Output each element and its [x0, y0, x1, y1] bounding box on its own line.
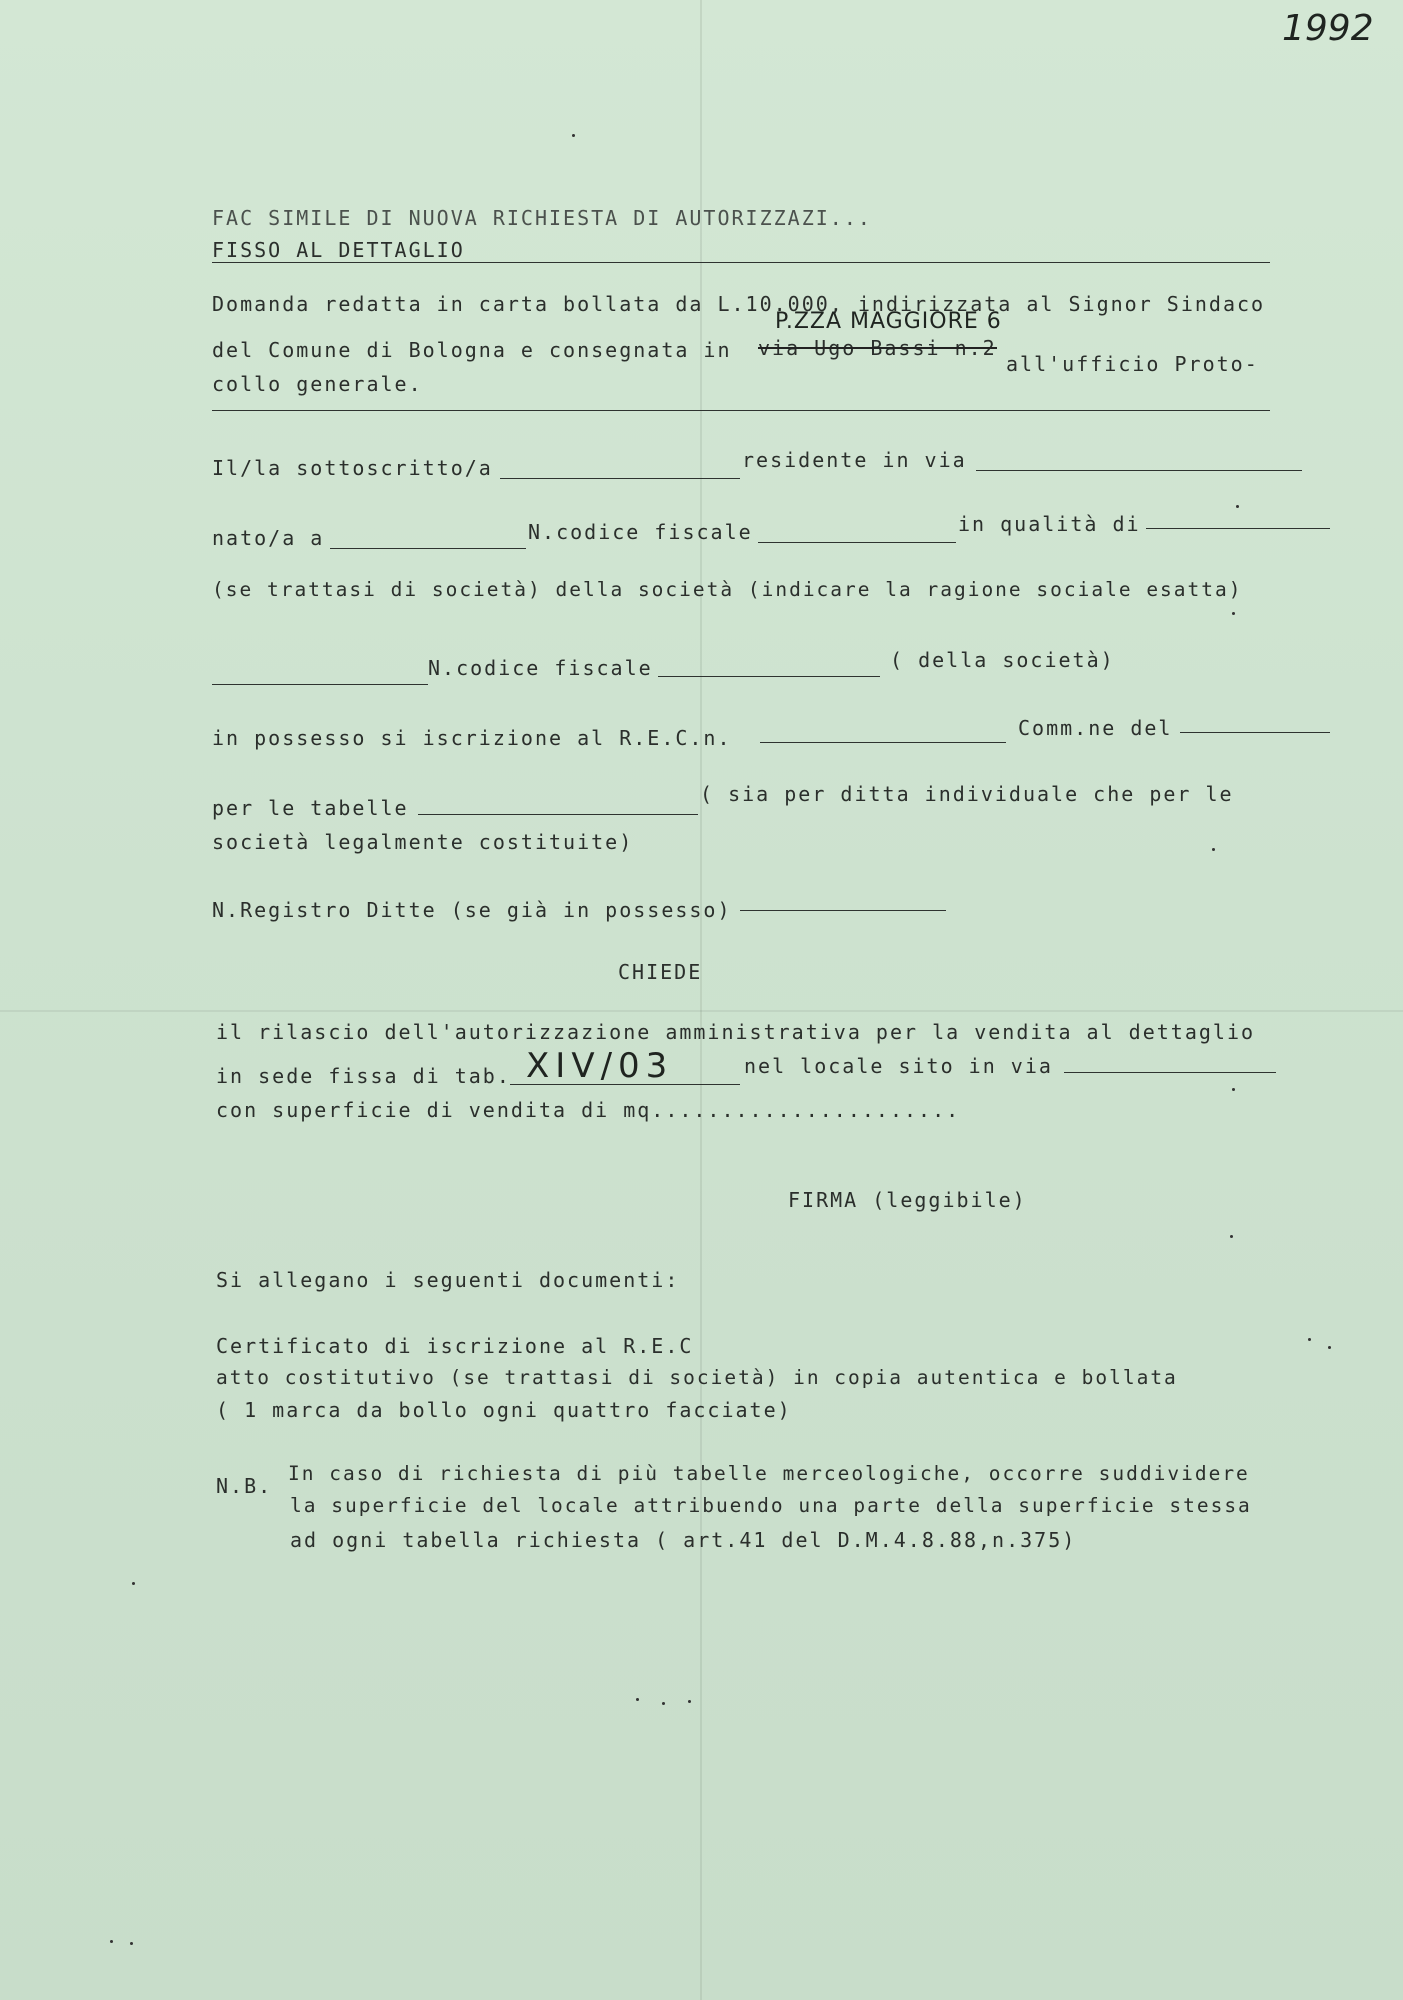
speck [1236, 505, 1239, 508]
speck [1232, 1088, 1235, 1091]
label-qualita: in qualità di [958, 512, 1141, 536]
speck [1232, 612, 1235, 615]
speck [132, 1582, 135, 1585]
blank-tab[interactable] [510, 1084, 740, 1085]
label-residente: residente in via [742, 448, 967, 472]
label-tabelle: per le tabelle [212, 796, 409, 820]
blank-codice-fiscale[interactable] [758, 542, 956, 543]
paper-fold-horizontal [0, 1010, 1403, 1012]
blank-commne-date[interactable] [1180, 732, 1330, 733]
handwritten-tab: XIV/03 [526, 1046, 674, 1086]
intro-struck-address: via Ugo Bassi n.2 [758, 336, 997, 360]
request-line-2b: nel locale sito in via [744, 1054, 1053, 1078]
speck [1230, 1235, 1233, 1238]
label-commne: Comm.ne del [1018, 716, 1173, 740]
speck [1328, 1346, 1331, 1349]
label-societa: (se trattasi di società) della società (indicare la ragione sociale esatta) [212, 578, 1243, 601]
note-line-3: ad ogni tabella richiesta ( art.41 del D.M.4.8.88,n.375) [290, 1528, 1077, 1552]
blank-name[interactable] [500, 478, 740, 479]
chiede-heading: CHIEDE [618, 960, 703, 984]
note-line-2: la superficie del locale attribuendo una parte della superficie stessa [290, 1494, 1252, 1517]
blank-tabelle[interactable] [418, 814, 698, 815]
blank-ragione-sociale[interactable] [212, 684, 428, 685]
speck [1212, 848, 1215, 851]
attachments-intro: Si allegano i seguenti documenti: [216, 1268, 680, 1292]
intro-line-1: Domanda redatta in carta bollata da L.10.000, indirizzata al Signor Sindaco [212, 292, 1266, 316]
request-line-3: con superficie di vendita di mq...................... [216, 1098, 961, 1122]
intro-line-2a: del Comune di Bologna e consegnata in [212, 338, 732, 362]
intro-rule [212, 410, 1270, 411]
label-codice-fiscale-societa: N.codice fiscale [428, 656, 653, 680]
label-codice-fiscale: N.codice fiscale [528, 520, 753, 544]
speck [110, 1940, 113, 1943]
blank-locale-via[interactable] [1064, 1072, 1276, 1073]
blank-codice-fiscale-societa[interactable] [658, 676, 880, 677]
speck [636, 1698, 639, 1701]
label-registro-ditte: N.Registro Ditte (se già in possesso) [212, 898, 732, 922]
handwritten-address: P.ZZA MAGGIORE 6 [775, 309, 1002, 334]
speck [1308, 1338, 1311, 1341]
handwritten-year: 1992 [1282, 8, 1374, 49]
header-line-1: FAC SIMILE DI NUOVA RICHIESTA DI AUTORIZZAZI... [212, 206, 872, 230]
speck [688, 1700, 691, 1703]
label-iscrizione-rec: in possesso si iscrizione al R.E.C.n. [212, 726, 732, 750]
blank-rec-number[interactable] [760, 742, 1006, 743]
request-line-2a: in sede fissa di tab. [216, 1064, 511, 1088]
blank-qualita[interactable] [1146, 528, 1330, 529]
blank-birthplace[interactable] [330, 548, 526, 549]
label-legalmente: società legalmente costituite) [212, 830, 634, 854]
header-rule [212, 262, 1270, 263]
attachment-2: atto costitutivo (se trattasi di società) in copia autentica e bollata [216, 1366, 1178, 1389]
speck [662, 1702, 665, 1705]
speck [130, 1942, 133, 1945]
label-della-societa: ( della società) [890, 648, 1115, 672]
attachment-1: Certificato di iscrizione al R.E.C [216, 1334, 694, 1358]
note-label: N.B. [216, 1474, 273, 1498]
label-sottoscritto: Il/la sottoscritto/a [212, 456, 493, 480]
label-ditta-individuale: ( sia per ditta individuale che per le [700, 782, 1234, 806]
attachment-3: ( 1 marca da bollo ogni quattro facciate) [216, 1398, 792, 1422]
firma-label: FIRMA (leggibile) [788, 1188, 1027, 1212]
request-line-1: il rilascio dell'autorizzazione amministrativa per la vendita al dettaglio [216, 1020, 1256, 1044]
intro-line-3: collo generale. [212, 372, 423, 396]
header-line-2: FISSO AL DETTAGLIO [212, 238, 465, 262]
speck [572, 134, 575, 137]
intro-line-2b: all'ufficio Proto- [1006, 352, 1259, 376]
note-line-1: In caso di richiesta di più tabelle merceologiche, occorre suddividere [288, 1462, 1250, 1485]
blank-residence[interactable] [976, 470, 1302, 471]
label-nato: nato/a a [212, 526, 325, 550]
blank-registro-ditte[interactable] [740, 910, 946, 911]
